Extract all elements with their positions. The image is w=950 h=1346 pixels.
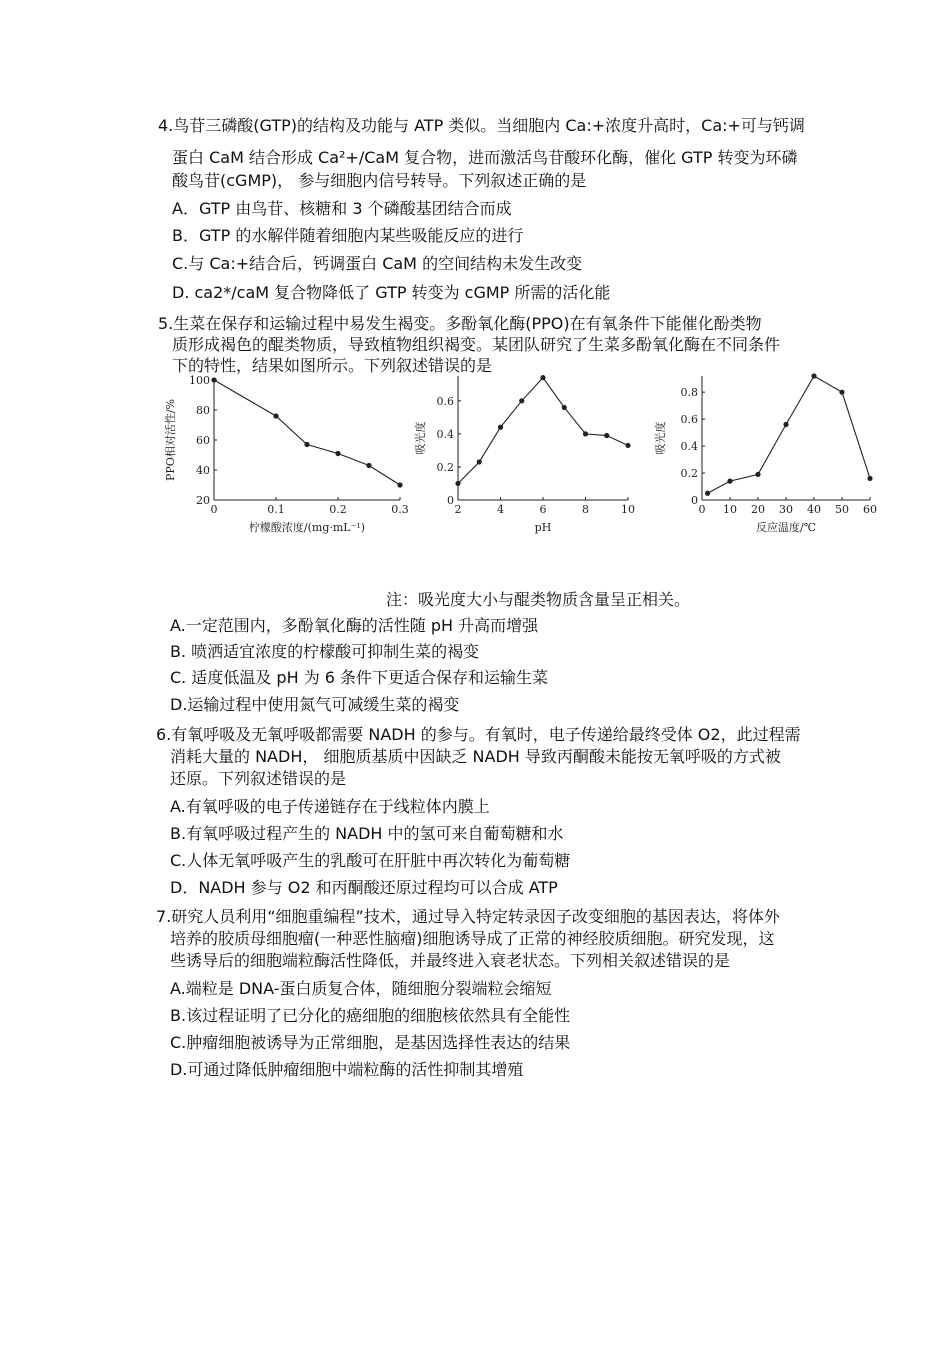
series-line (458, 378, 628, 484)
y-axis-label: 吸光度 (414, 421, 427, 455)
chart-absorbance-temperature (650, 368, 875, 543)
data-point (583, 431, 588, 436)
x-tick-label: 0 (210, 503, 218, 516)
y-tick-label: 100 (189, 374, 210, 387)
x-tick-label: 10 (723, 503, 737, 516)
q5-stem-line-3: 下的特性，结果如图所示。下列叙述错误的是 (172, 356, 493, 375)
data-point (705, 491, 710, 496)
data-point (839, 390, 844, 395)
y-tick-label: 60 (196, 434, 210, 447)
y-axis-label: 吸光度 (654, 421, 667, 455)
q5-option-d: D.运输过程中使用氮气可减缓生菜的褐变 (170, 695, 460, 714)
data-point (498, 425, 503, 430)
x-axis-label: 反应温度/℃ (755, 521, 817, 534)
x-tick-label: 40 (807, 503, 821, 516)
q6-stem-line-2: 消耗大量的 NADH， 细胞质基质中因缺乏 NADH 导致丙酮酸未能按无氧呼吸的方式被 (170, 747, 781, 766)
series-line (708, 376, 870, 493)
data-point (211, 377, 216, 382)
q7-option-b: B.该过程证明了已分化的癌细胞的细胞核依然具有全能性 (170, 1006, 571, 1025)
x-tick-label: 4 (497, 503, 504, 516)
data-point (562, 405, 567, 410)
data-point (366, 463, 371, 468)
x-tick-label: 0 (698, 503, 706, 516)
y-tick-label: 0.6 (680, 413, 698, 427)
y-axis-label: PPO相对活性/% (164, 399, 177, 481)
q6-option-d: D．NADH 参与 O2 和丙酮酸还原过程均可以合成 ATP (170, 878, 558, 897)
q5-option-a: A.一定范围内，多酚氧化酶的活性随 pH 升高而增强 (170, 616, 539, 635)
series-line (214, 380, 400, 485)
data-point (811, 373, 816, 378)
x-tick-label: 0.3 (391, 503, 409, 516)
q7-stem-line-2: 培养的胶质母细胞瘤(一种恶性脑瘤)细胞诱导成了正常的神经胶质细胞。研究发现，这 (170, 929, 775, 948)
data-point (540, 375, 545, 380)
q4-stem-line-1: 4.鸟苷三磷酸(GTP)的结构及功能与 ATP 类似。当细胞内 Ca:+浓度升高时，Ca:+可与钙调 (158, 116, 805, 135)
y-tick-label: 80 (196, 404, 210, 417)
q4-option-b: B．GTP 的水解伴随着细胞内某些吸能反应的进行 (172, 226, 524, 245)
x-tick-label: 30 (779, 503, 793, 516)
q5-option-b: B. 喷洒适宜浓度的柠檬酸可抑制生菜的褐变 (170, 642, 480, 661)
q4-option-d: D. ca2*/caM 复合物降低了 GTP 转变为 cGMP 所需的活化能 (172, 283, 611, 302)
y-tick-label: 0 (691, 494, 698, 507)
y-tick-label: 0.4 (436, 427, 454, 441)
data-point (397, 482, 402, 487)
data-point (783, 422, 788, 427)
q5-figure (160, 368, 880, 543)
data-point (455, 481, 460, 486)
x-tick-label: 60 (863, 503, 877, 516)
q7-option-a: A.端粒是 DNA-蛋白质复合体，随细胞分裂端粒会缩短 (170, 979, 552, 998)
y-tick-label: 0.8 (680, 386, 698, 400)
q5-stem-line-2: 质形成褐色的醌类物质，导致植物组织褐变。某团队研究了生菜多酚氧化酶在不同条件 (172, 335, 781, 354)
x-tick-label: 0.2 (329, 503, 347, 516)
q6-option-a: A.有氧呼吸的电子传递链存在于线粒体内膜上 (170, 797, 490, 816)
q6-option-c: C.人体无氧呼吸产生的乳酸可在肝脏中再次转化为葡萄糖 (170, 851, 571, 870)
data-point (519, 398, 524, 403)
x-tick-label: 10 (621, 503, 635, 516)
q7-option-d: D.可通过降低肿瘤细胞中端粒酶的活性抑制其增殖 (170, 1060, 524, 1079)
x-tick-label: 6 (539, 503, 547, 516)
y-tick-label: 40 (196, 464, 210, 477)
chart-ppo-citric-acid (160, 368, 409, 543)
q7-stem-line-1: 7.研究人员利用“细胞重编程”技术，通过导入特定转录因子改变细胞的基因表达，将体外 (156, 907, 780, 926)
q7-option-c: C.肿瘤细胞被诱导为正常细胞，是基因选择性表达的结果 (170, 1033, 571, 1052)
data-point (727, 479, 732, 484)
q5-stem-line-1: 5.生菜在保存和运输过程中易发生褐变。多酚氧化酶(PPO)在有氧条件下能催化酚类物 (158, 314, 762, 333)
x-axis-label: 柠檬酸浓度/(mg·mL⁻¹) (248, 521, 366, 534)
x-axis-label: pH (534, 521, 552, 534)
q5-figure-note: 注：吸光度大小与醌类物质含量呈正相关。 (386, 590, 691, 609)
data-point (273, 413, 278, 418)
chart-absorbance-ph (410, 368, 635, 543)
q4-option-a: A．GTP 由鸟苷、核糖和 3 个磷酸基团结合而成 (172, 199, 512, 218)
q7-stem-line-3: 些诱导后的细胞端粒酶活性降低，并最终进入衰老状态。下列相关叙述错误的是 (170, 951, 731, 970)
q6-option-b: B.有氧呼吸过程产生的 NADH 中的氢可来自葡萄糖和水 (170, 824, 564, 843)
data-point (477, 459, 482, 464)
x-tick-label: 20 (751, 503, 765, 516)
data-point (335, 451, 340, 456)
x-tick-label: 2 (454, 503, 462, 516)
y-tick-label: 0.4 (680, 440, 698, 454)
y-tick-label: 20 (196, 494, 210, 507)
q6-stem-line-1: 6.有氧呼吸及无氧呼吸都需要 NADH 的参与。有氧时，电子传递给最终受体 O2，此过程需 (156, 725, 801, 744)
data-point (304, 442, 309, 447)
q4-stem-line-2: 蛋白 CaM 结合形成 Ca²+/CaM 复合物，进而激活鸟苷酸环化酶，催化 GTP 转变为环磷 (172, 148, 798, 167)
data-point (604, 433, 609, 438)
data-point (867, 476, 872, 481)
q6-stem-line-3: 还原。下列叙述错误的是 (170, 769, 347, 788)
q4-stem-line-3: 酸鸟苷(cGMP)， 参与细胞内信号转导。下列叙述正确的是 (172, 171, 587, 190)
y-tick-label: 0.2 (680, 467, 698, 481)
x-tick-label: 8 (582, 503, 589, 516)
y-tick-label: 0.2 (436, 460, 454, 474)
x-tick-label: 50 (835, 503, 849, 516)
q5-option-c: C. 适度低温及 pH 为 6 条件下更适合保存和运输生菜 (170, 668, 549, 687)
q4-option-c: C.与 Ca:+结合后，钙调蛋白 CaM 的空间结构未发生改变 (172, 254, 583, 273)
y-tick-label: 0.6 (436, 394, 454, 408)
x-tick-label: 0.1 (267, 503, 285, 516)
y-tick-label: 0 (447, 494, 454, 507)
data-point (755, 472, 760, 477)
data-point (625, 443, 630, 448)
